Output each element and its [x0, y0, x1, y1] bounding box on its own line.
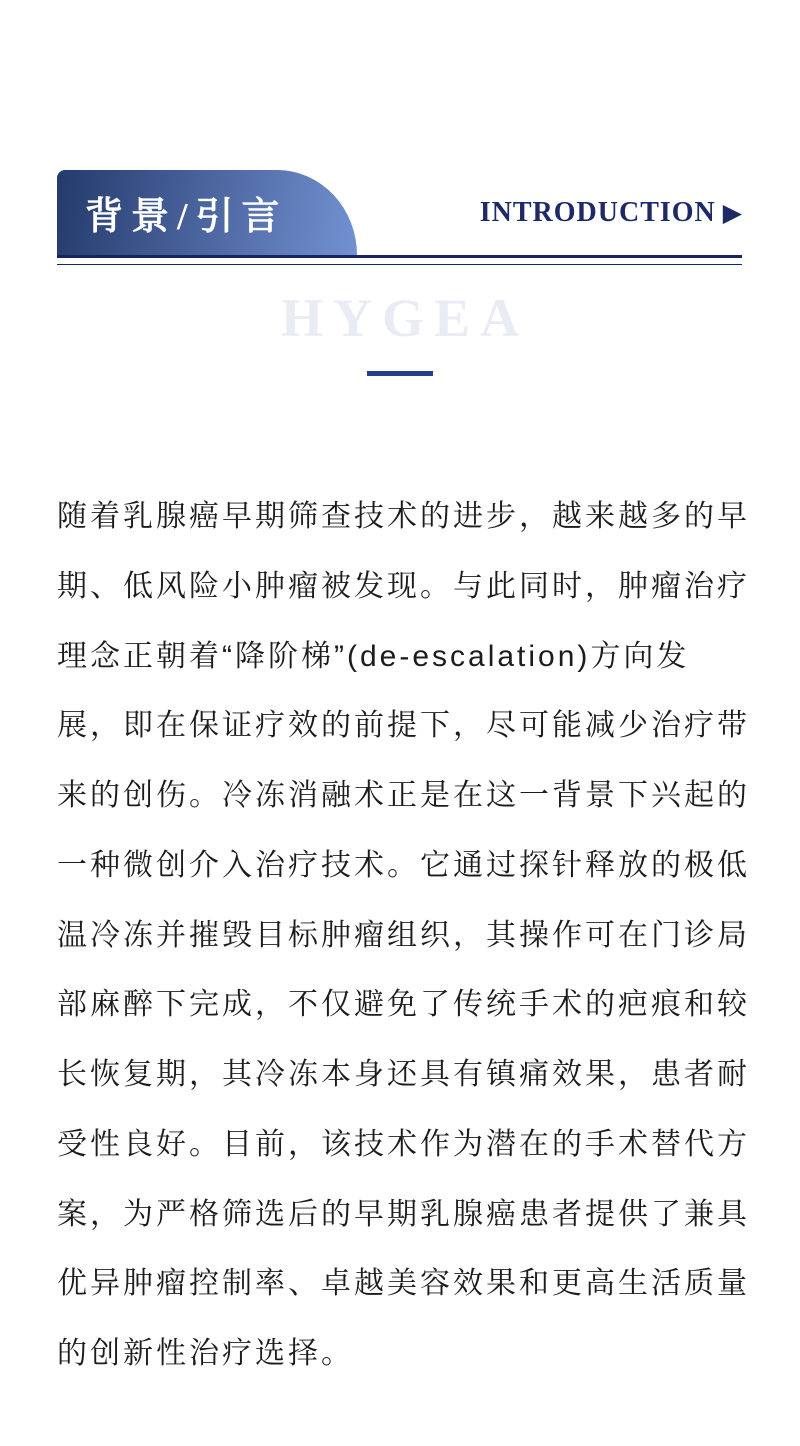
section-badge-label: 背景/引言	[85, 196, 288, 238]
watermark-underline-bar	[367, 371, 433, 376]
paragraph-line: 长恢复期，其冷冻本身还具有镇痛效果，患者耐	[57, 1058, 750, 1091]
section-label-en	[480, 170, 742, 255]
paragraph-line: 的创新性治疗选择。	[57, 1337, 354, 1370]
header-rule-thick	[57, 255, 742, 258]
header-rule-thin	[57, 264, 742, 266]
paragraph-line: 展，即在保证疗效的前提下，尽可能减少治疗带	[57, 709, 750, 743]
paragraph-line: 温冷冻并摧毁目标肿瘤组织，其操作可在门诊局	[57, 918, 750, 952]
paragraph-line: 理念正朝着“降阶梯”(de-escalation)方向发	[57, 639, 690, 673]
paragraph-line: 一种微创介入治疗技术。它通过探针释放的极低	[57, 848, 750, 882]
paragraph-line: 随着乳腺癌早期筛查技术的进步，越来越多的早	[57, 500, 750, 533]
arrow-right-icon: ▶	[722, 199, 742, 227]
paragraph-line: 期、低风险小肿瘤被发现。与此同时，肿瘤治疗	[57, 569, 750, 603]
brand-watermark: HYGEA	[280, 288, 530, 348]
intro-paragraph	[57, 482, 770, 1389]
paragraph-line: 案，为严格筛选后的早期乳腺癌患者提供了兼具	[57, 1197, 750, 1231]
paragraph-line: 优异肿瘤控制率、卓越美容效果和更高生活质量	[57, 1267, 750, 1301]
paragraph-line: 受性良好。目前，该技术作为潜在的手术替代方	[57, 1127, 750, 1161]
paragraph-line: 来的创伤。冷冻消融术正是在这一背景下兴起的	[57, 779, 750, 812]
introduction-label: INTRODUCTION	[479, 196, 716, 228]
section-badge	[57, 170, 357, 255]
paragraph-line: 部麻醉下完成，不仅避免了传统手术的疤痕和较	[57, 988, 750, 1022]
